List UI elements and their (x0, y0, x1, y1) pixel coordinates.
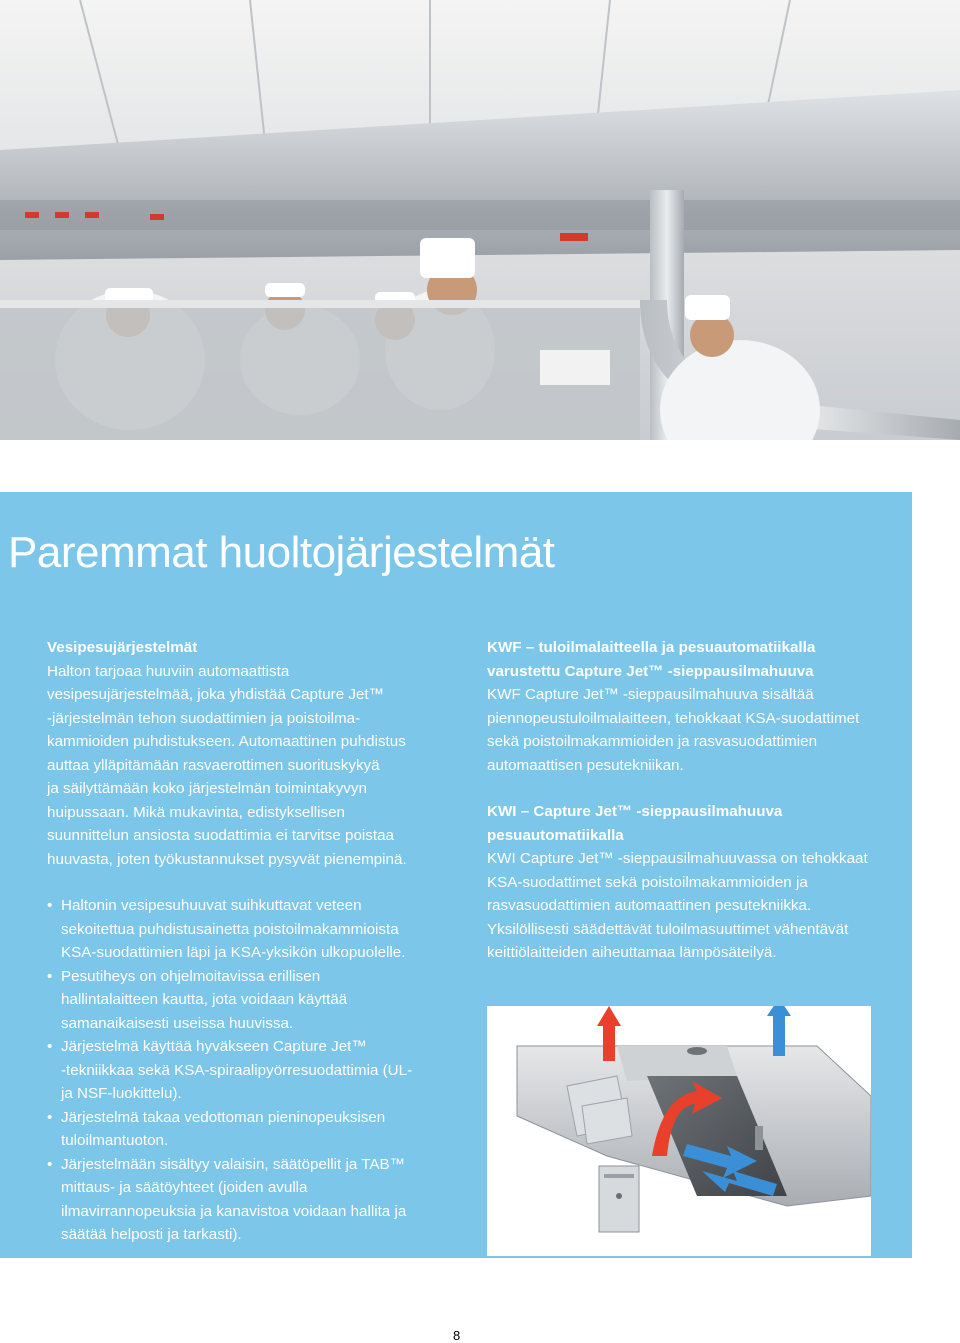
section-heading-kwf: varustettu Capture Jet™ -sieppausilmahuuva (487, 662, 814, 680)
text-line: keittiölaitteiden aiheuttamaa lämpösäteilyä. (487, 944, 777, 961)
text-line: samanaikaisesti useissa huuvissa. (61, 1014, 294, 1032)
text-line: • Järjestelmä takaa vedottoman pieninopeuksisen (61, 1108, 386, 1126)
text-line: KWI Capture Jet™ -sieppausilmahuuvassa on tehokkaat (487, 850, 868, 867)
text-line: suunnittelun ansiosta suodattimia ei tarvitse poistaa (47, 827, 394, 844)
text-line: huipussaan. Mikä mukavinta, edistyksellisen (47, 803, 345, 821)
text-line: Halton tarjoaa huuviin automaattista (47, 662, 290, 680)
text-line: KSA-suodattimet sekä poistoilmakammioiden ja (487, 873, 808, 891)
list-item (47, 965, 442, 1036)
text-line: -järjestelmän tehon suodattimien ja poistoilma- (47, 709, 361, 727)
text-line: säätää helposti ja tarkasti). (61, 1226, 242, 1243)
text-line: sekä poistoilmakammioiden ja rasvasuodattimien (487, 733, 818, 750)
list-item (47, 894, 442, 965)
text-line: vesipesujärjestelmää, joka yhdistää Capture Jet™ (47, 686, 384, 703)
text-line: rasvasuodattimien automaattinen pesutekniikka. (487, 897, 812, 914)
text-line: -tekniikkaa sekä KSA-spiraalipyörresuodattimia (UL- (61, 1061, 413, 1079)
list-item (47, 1035, 442, 1106)
text-line: Yksilöllisesti säädettävät tuloilmasuuttimet vähentävät (487, 920, 849, 938)
right-column (487, 636, 887, 965)
text-line: • Pesutiheys on ohjelmoitavissa erillisen (61, 967, 321, 985)
feature-list (47, 894, 442, 1247)
text-line: huuvasta, joten työkustannukset pysyvät pienempinä. (47, 850, 407, 868)
page-title: Paremmat huoltojärjestelmät (8, 528, 555, 577)
text-line: KSA-suodattimien läpi ja KSA-yksikön ulkopuolelle. (61, 944, 406, 961)
text-line: ilmavirrannopeuksia ja kanavistoa voidaan hallita ja (61, 1202, 407, 1220)
text-line: • Järjestelmään sisältyy valaisin, säätöpellit ja TAB™ (61, 1155, 405, 1173)
text-line: piennopeustuloilmalaitteen, tehokkaat KSA-suodattimet (487, 709, 860, 727)
section-heading-kwf: KWF – tuloilmalaitteella ja pesuautomatiikalla (487, 639, 816, 656)
section-heading-kwi: pesuautomatiikalla (487, 826, 624, 844)
kitchen-photo (0, 0, 960, 440)
text-line: mittaus- ja säätöyhteet (joiden avulla (61, 1179, 308, 1196)
text-line: sekoitettua puhdistusainetta poistoilmakammioista (61, 920, 399, 938)
hood-diagram (487, 1006, 871, 1256)
list-item (47, 1106, 442, 1153)
text-line: hallintalaitteen kautta, jota voidaan käyttää (61, 991, 348, 1008)
text-line: kammioiden puhdistukseen. Automaattinen puhdistus (47, 733, 406, 750)
section-heading-kwi: KWI – Capture Jet™ -sieppausilmahuuva (487, 803, 783, 820)
text-line: ja säilyttämään koko järjestelmän toimintakyvyn (47, 780, 367, 797)
left-column (47, 636, 442, 1247)
text-line: automaattisen pesutekniikan. (487, 756, 684, 774)
list-item (47, 1153, 442, 1247)
text-line: tuloilmantuoton. (61, 1132, 169, 1149)
text-line: ja NSF-luokittelu). (61, 1085, 182, 1102)
text-line: auttaa ylläpitämään rasvaerottimen suorituskykyä (47, 756, 380, 774)
section-heading-vesipesu: Vesipesujärjestelmät (47, 639, 198, 656)
text-line: • Haltonin vesipesuhuuvat suihkuttavat veteen (61, 897, 362, 914)
text-line: • Järjestelmä käyttää hyväkseen Capture Jet™ (61, 1038, 367, 1055)
text-line: KWF Capture Jet™ -sieppausilmahuuva sisältää (487, 686, 814, 703)
page-number: 8 (453, 1328, 461, 1343)
